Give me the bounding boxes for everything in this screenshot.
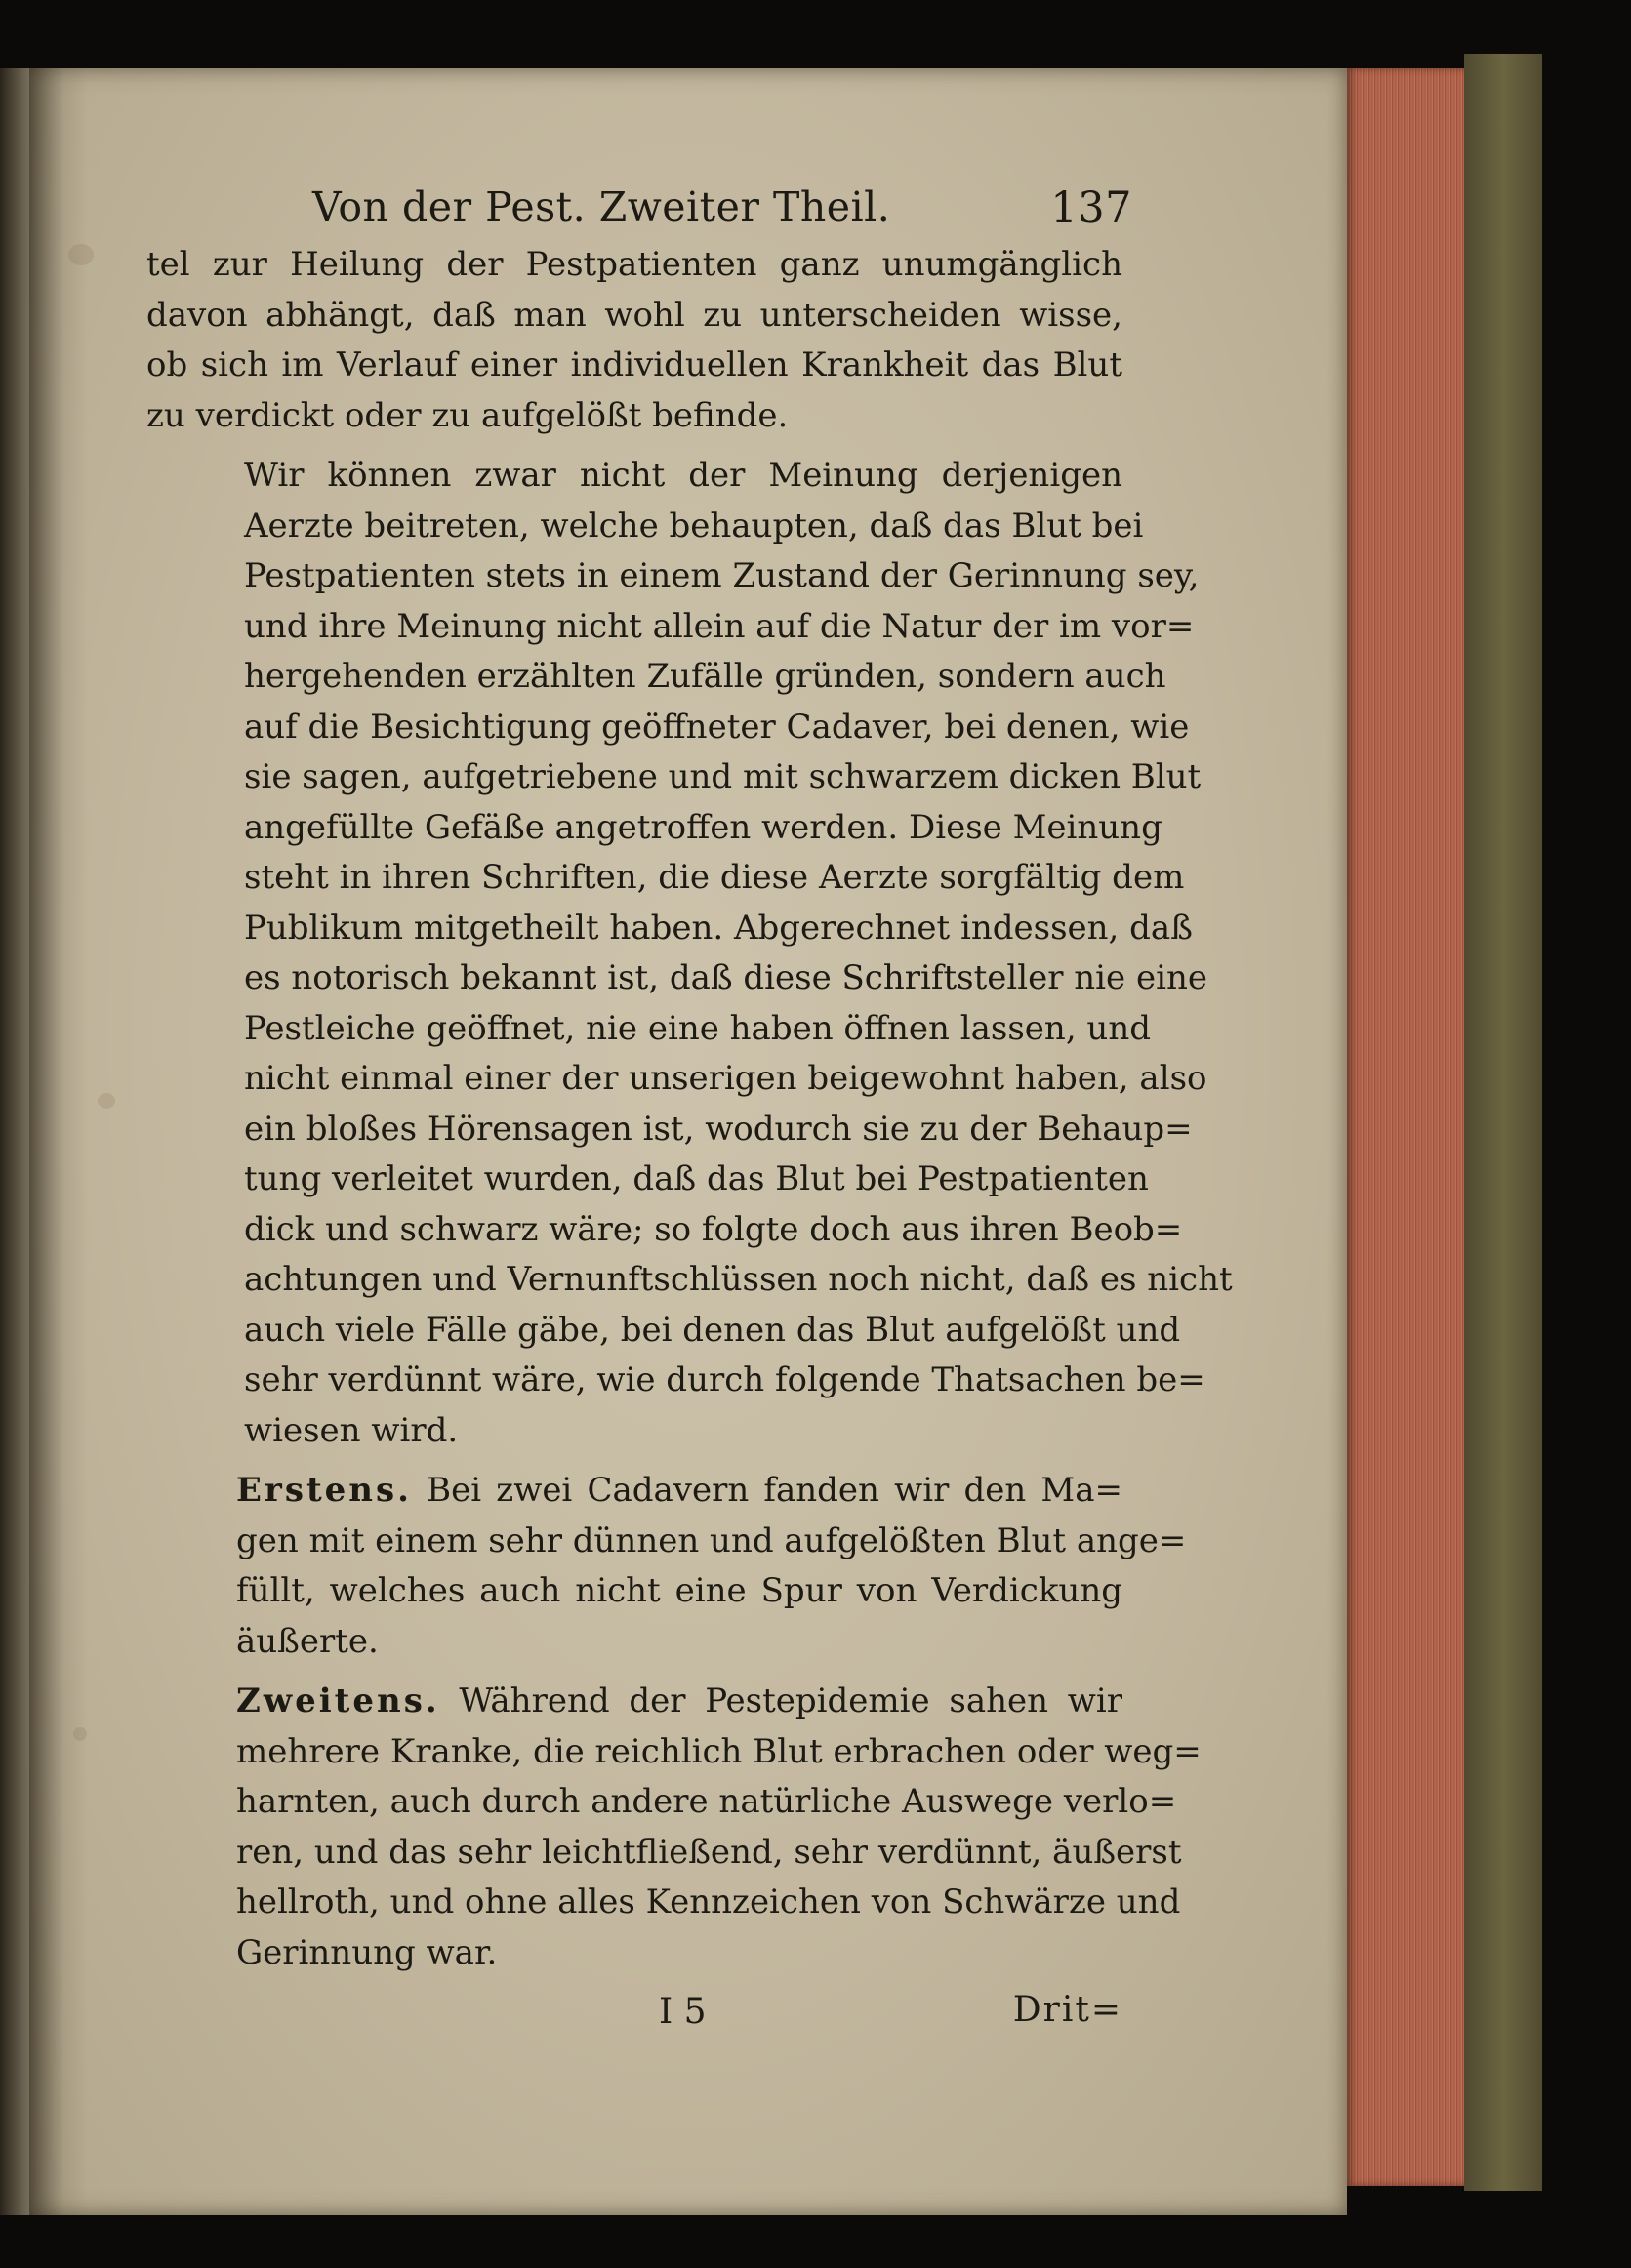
text-line: äußerte. <box>236 1621 379 1661</box>
book-cover-board <box>1464 54 1542 2191</box>
text-line: sie sagen, aufgetriebene und mit schwarzem dicken Blut <box>244 757 1202 796</box>
text-line: auf die Besichtigung geöffneter Cadaver, bei denen, wie <box>244 707 1190 747</box>
text-line: ein bloßes Hörensagen ist, wodurch sie zu der Behaup= <box>244 1109 1193 1149</box>
paragraph-first-case <box>146 1466 1187 1667</box>
text-line: auch viele Fälle gäbe, bei denen das Blut aufgelößt und <box>244 1310 1181 1350</box>
section-lead-first: Erstens. <box>236 1471 413 1510</box>
text-line: ob sich im Verlauf einer individuellen Krankheit das Blut <box>146 345 1122 385</box>
paragraph-opinion <box>146 451 1233 1456</box>
text-line: angefüllte Gefäße angetroffen werden. Diese Meinung <box>244 807 1162 847</box>
text-line: es notorisch bekannt ist, daß diese Schriftsteller nie eine <box>244 958 1207 997</box>
running-title: Von der Pest. Zweiter Theil. <box>312 183 891 230</box>
catchword: Drit= <box>1012 1990 1122 2030</box>
text-line: hellroth, und ohne alles Kennzeichen von Schwärze und <box>236 1883 1181 1922</box>
text-line: und ihre Meinung nicht allein auf die Natur der im vor= <box>244 606 1195 646</box>
text-line: tung verleitet wurden, daß das Blut bei Pestpatienten <box>244 1159 1149 1198</box>
text-line: hergehenden erzählten Zufälle gründen, sondern auch <box>244 657 1166 696</box>
page-footer <box>146 1986 1122 2045</box>
paper-spot <box>73 1727 87 1741</box>
text-line: steht in ihren Schriften, die diese Aerzte sorgfältig dem <box>244 858 1185 897</box>
text-line: ren, und das sehr leichtfließend, sehr verdünnt, äußerst <box>236 1832 1182 1872</box>
text-line: achtungen und Vernunftschlüssen noch nicht, daß es nicht <box>244 1260 1233 1299</box>
text-line: Publikum mitgetheilt haben. Abgerechnet indessen, daß <box>244 908 1193 948</box>
text-line: sehr verdünnt wäre, wie durch folgende Thatsachen be= <box>244 1360 1205 1399</box>
text-line: Gerinnung war. <box>236 1932 498 1972</box>
paragraph-continuation <box>146 240 1122 441</box>
text-line: davon abhängt, daß man wohl zu unterscheiden wisse, <box>146 295 1122 335</box>
page-edges <box>1345 68 1472 2186</box>
signature-mark: I 5 <box>659 1992 707 2032</box>
text-line: harnten, auch durch andere natürliche Auswege verlo= <box>236 1782 1177 1821</box>
text-line: zu verdickt oder zu aufgelößt befinde. <box>146 395 789 435</box>
paragraph-second-case <box>146 1677 1202 1978</box>
text-line: gen mit einem sehr dünnen und aufgelößten Blut ange= <box>236 1520 1187 1560</box>
text-line <box>146 1466 1122 1517</box>
text-segment: Bei zwei Cadavern fanden wir den Ma= <box>412 1471 1122 1510</box>
text-line: wiesen wird. <box>244 1410 459 1450</box>
text-segment: Während der Pestepidemie sahen wir <box>439 1681 1122 1721</box>
paper-spot <box>98 1093 115 1109</box>
section-lead-second: Zweitens. <box>236 1681 440 1721</box>
text-line: tel zur Heilung der Pestpatienten ganz unumgänglich <box>146 245 1122 284</box>
text-line: Aerzte beitreten, welche behaupten, daß das Blut bei <box>244 506 1144 546</box>
text-line <box>146 1677 1122 1727</box>
text-line: füllt, welches auch nicht eine Spur von Verdickung <box>236 1571 1122 1610</box>
page-number: 137 <box>1050 183 1132 232</box>
page-text <box>146 176 1233 2045</box>
text-line: Wir können zwar nicht der Meinung derjenigen <box>244 456 1122 495</box>
running-head <box>146 176 1132 240</box>
text-line: Pestleiche geöffnet, nie eine haben öffnen lassen, und <box>244 1008 1151 1048</box>
paper-spot <box>68 244 94 265</box>
page-gutter <box>29 68 88 2215</box>
text-line: dick und schwarz wäre; so folgte doch aus ihren Beob= <box>244 1209 1183 1249</box>
text-line: mehrere Kranke, die reichlich Blut erbrachen oder weg= <box>236 1731 1202 1771</box>
text-line: nicht einmal einer der unserigen beigewohnt haben, also <box>244 1059 1207 1098</box>
text-line: Pestpatienten stets in einem Zustand der Gerinnung sey, <box>244 556 1200 595</box>
